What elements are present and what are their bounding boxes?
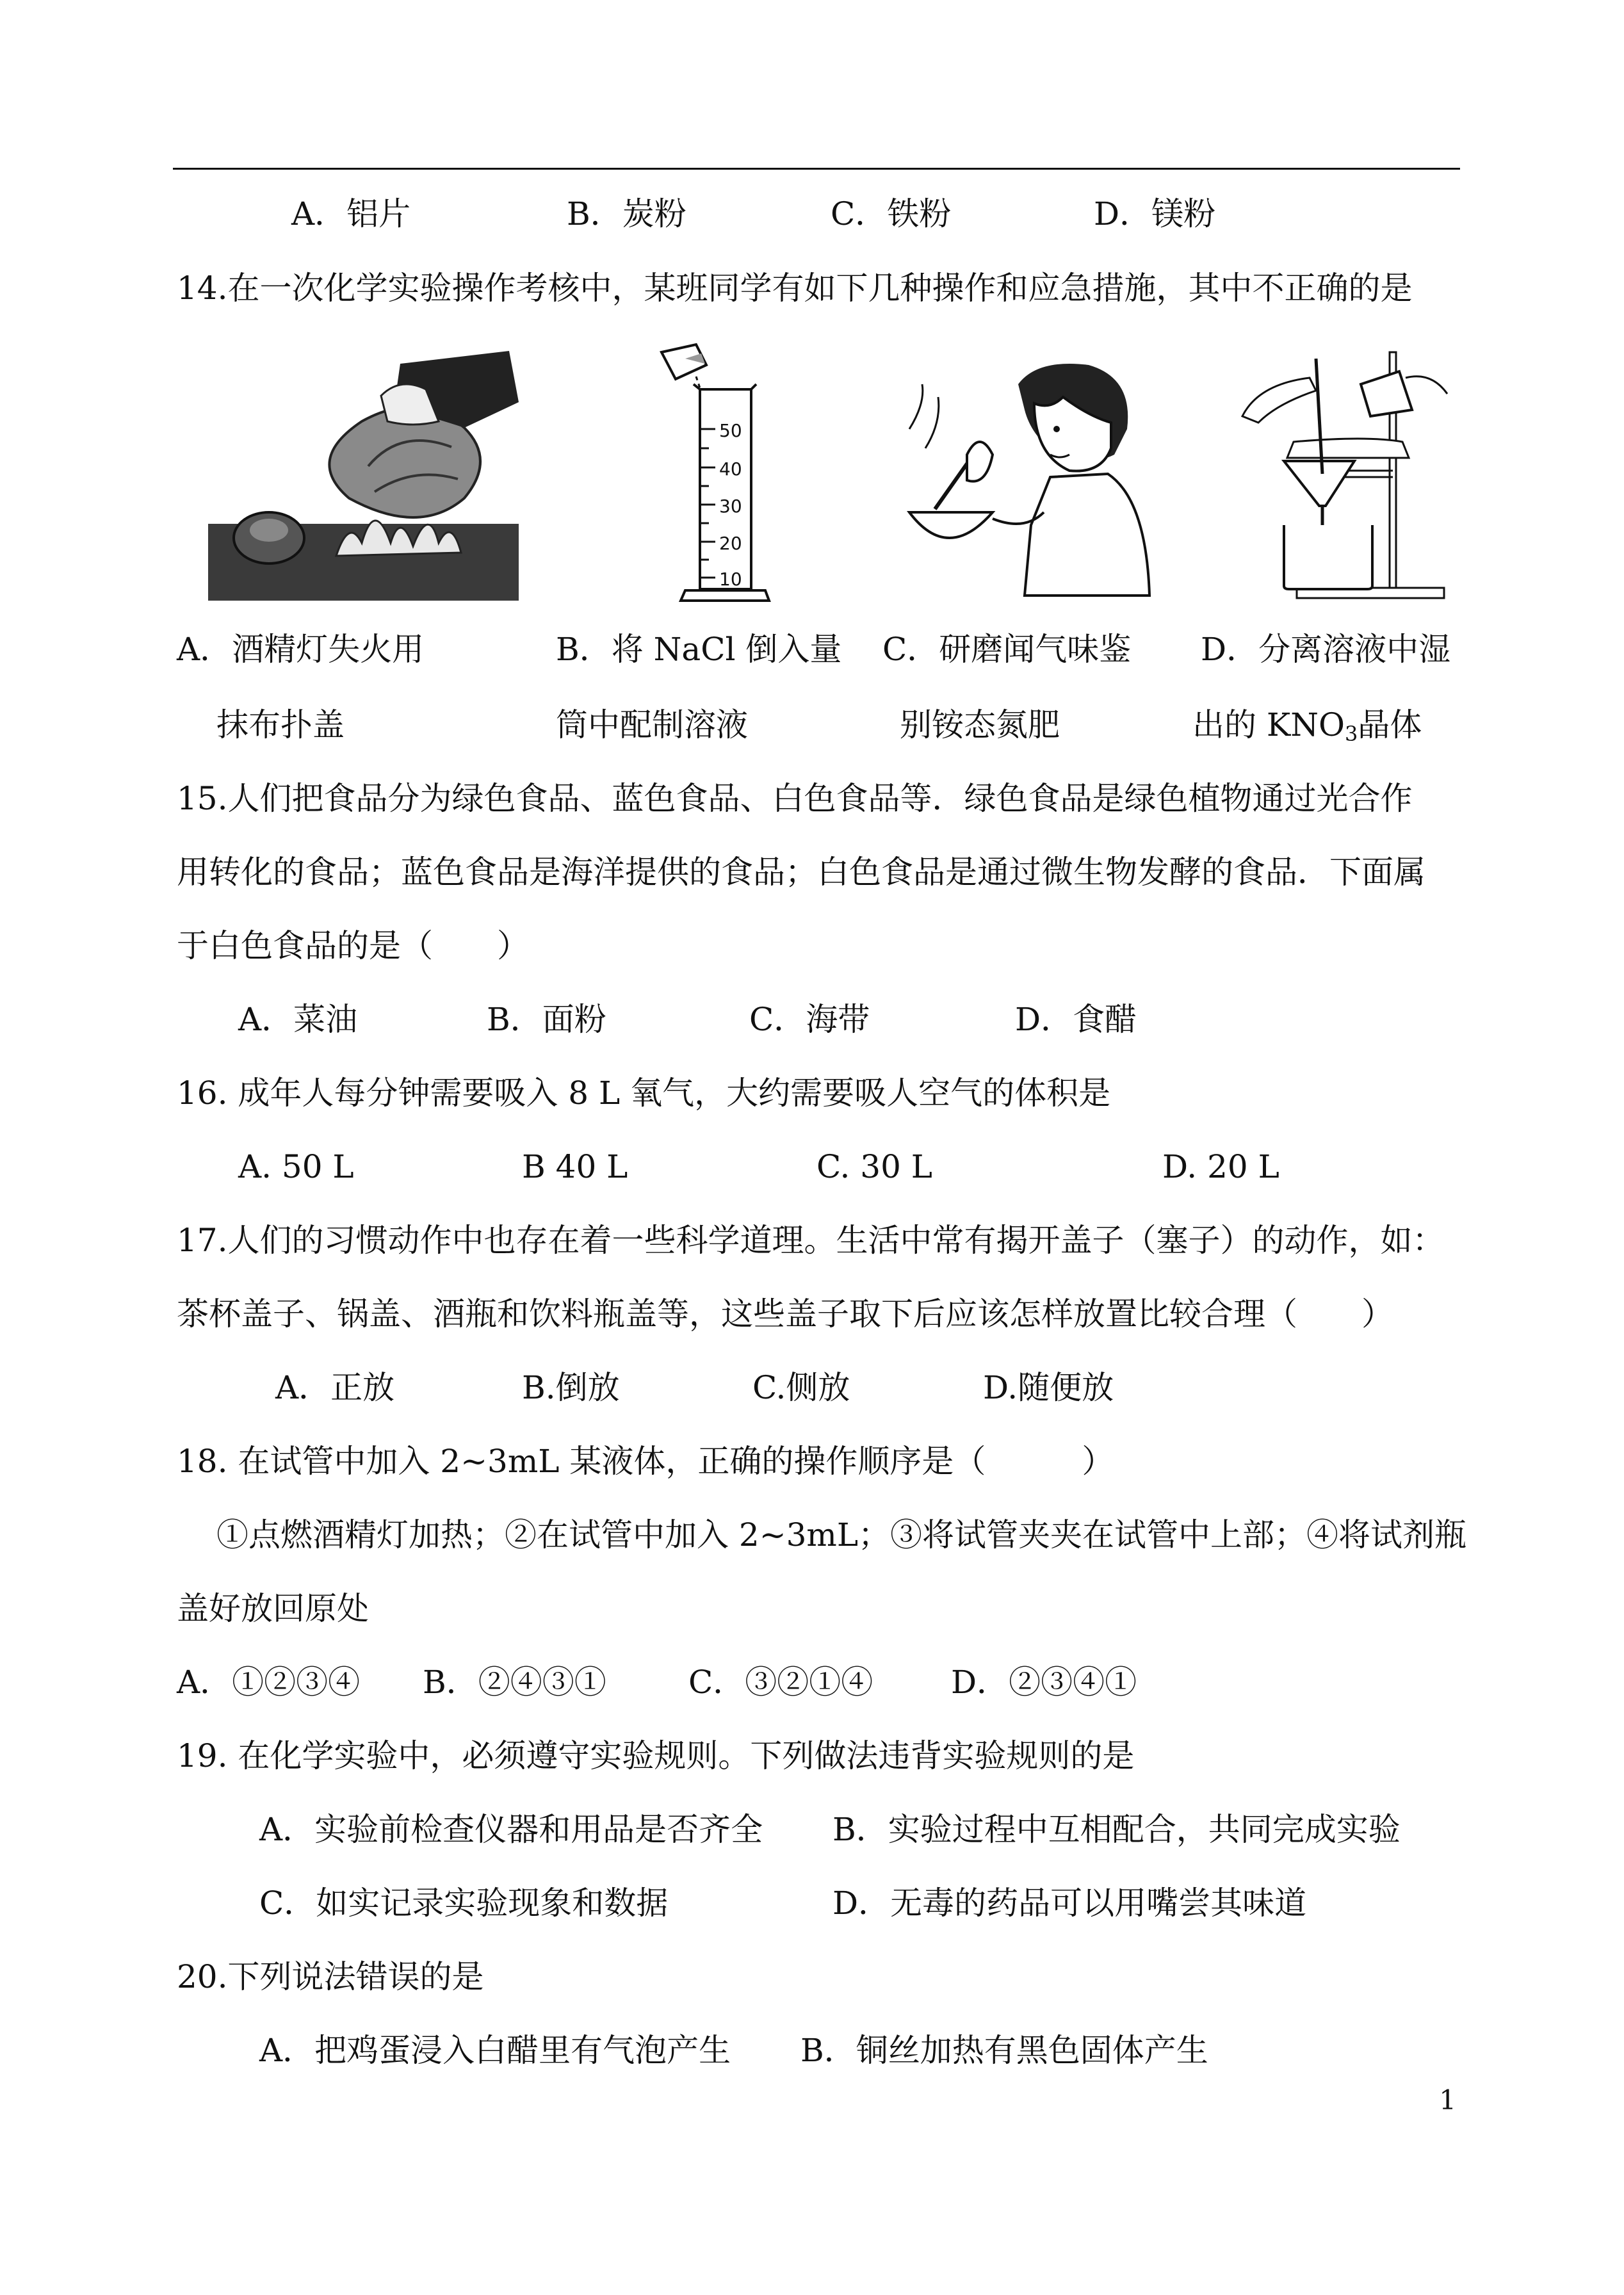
- q17-stem-line1: 17.人们的习惯动作中也存在着一些科学道理。生活中常有揭开盖子（塞子）的动作，如：: [177, 1222, 1445, 1259]
- q18-stem: 18. 在试管中加入 2~3mL 某液体，正确的操作顺序是（ ）: [177, 1443, 1114, 1480]
- q15-stem-line3: 于白色食品的是（ ）: [177, 927, 529, 964]
- q13-option-a: A．铝片: [291, 195, 411, 232]
- q14-stem: 14.在一次化学实验操作考核中，某班同学有如下几种操作和应急措施，其中不正确的是: [177, 270, 1413, 307]
- q15-stem-line2: 用转化的食品；蓝色食品是海洋提供的食品；白色食品是通过微生物发酵的食品．下面属: [177, 854, 1425, 891]
- q17-option-d: D.随便放: [983, 1369, 1114, 1406]
- q15-option-d: D．食醋: [1015, 1001, 1137, 1038]
- q14-option-a-line2: 抹布扑盖: [216, 706, 345, 743]
- q17-option-c: C.侧放: [752, 1369, 850, 1406]
- q14-option-d-line2: 出的 $KNO_3$晶体: [1192, 706, 1422, 746]
- q14-option-c-line2: 别铵态氮肥: [900, 706, 1060, 743]
- q13-option-d: D．镁粉: [1094, 195, 1216, 232]
- q19-option-d: D．无毒的药品可以用嘴尝其味道: [832, 1885, 1307, 1922]
- q19-stem: 19. 在化学实验中，必须遵守实验规则。下列做法违背实验规则的是: [177, 1737, 1135, 1774]
- cylinder-mark-10: 10: [719, 569, 742, 590]
- header-rule: [173, 168, 1460, 170]
- boy-smelling-mortar-illustration: [897, 359, 1153, 602]
- fire-extinguish-illustration: [208, 351, 519, 607]
- q18-option-c: C．③②①④: [688, 1664, 873, 1701]
- q18-option-b: B．②④③①: [423, 1664, 606, 1701]
- q16-option-b: B 40 L: [522, 1148, 628, 1185]
- cylinder-mark-50: 50: [719, 420, 742, 441]
- q15-option-a: A．菜油: [238, 1001, 358, 1038]
- q17-option-b: B.倒放: [522, 1369, 620, 1406]
- q15-stem-line1: 15.人们把食品分为绿色食品、蓝色食品、白色食品等．绿色食品是绿色植物通过光合作: [177, 780, 1413, 817]
- q14-option-d-line1: D．分离溶液中湿: [1201, 631, 1451, 668]
- q19-option-a: A．实验前检查仪器和用品是否齐全: [259, 1811, 763, 1848]
- filtration-apparatus-illustration: [1239, 346, 1450, 602]
- q18-option-d: D．②③④①: [951, 1664, 1137, 1701]
- q17-stem-line2: 茶杯盖子、锅盖、酒瓶和饮料瓶盖等，这些盖子取下后应该怎样放置比较合理（ ）: [177, 1295, 1393, 1333]
- q18-steps-line2: 盖好放回原处: [177, 1590, 369, 1627]
- q13-option-b: B．炭粉: [567, 195, 686, 232]
- page-number: 1: [1439, 2084, 1456, 2116]
- cylinder-mark-40: 40: [719, 458, 742, 480]
- cylinder-mark-30: 30: [719, 496, 742, 517]
- q14-option-b-line1: B．将 NaCl 倒入量: [556, 631, 842, 668]
- q20-stem: 20.下列说法错误的是: [177, 1958, 484, 1995]
- q16-stem: 16. 成年人每分钟需要吸入 8 L 氧气，大约需要吸人空气的体积是: [177, 1075, 1111, 1112]
- q16-option-c: C. 30 L: [816, 1148, 932, 1185]
- q16-option-d: D. 20 L: [1162, 1148, 1279, 1185]
- q20-option-b: B．铜丝加热有黑色固体产生: [800, 2032, 1208, 2069]
- q14-option-b-line2: 筒中配制溶液: [556, 706, 748, 743]
- q13-option-c: C．铁粉: [831, 195, 952, 232]
- q20-option-a: A．把鸡蛋浸入白醋里有气泡产生: [259, 2032, 731, 2069]
- q18-steps-line1: ①点燃酒精灯加热；②在试管中加入 2~3mL；③将试管夹夹在试管中上部；④将试剂瓶: [216, 1516, 1467, 1553]
- q19-option-b: B．实验过程中互相配合，共同完成实验: [832, 1811, 1401, 1848]
- q14-option-c-line1: C．研磨闻气味鉴: [882, 631, 1132, 668]
- q18-option-a: A．①②③④: [177, 1664, 361, 1701]
- q16-option-a: A. 50 L: [238, 1148, 354, 1185]
- q15-option-c: C．海带: [749, 1001, 870, 1038]
- q19-option-c: C．如实记录实验现象和数据: [259, 1885, 669, 1922]
- q14-option-a-line1: A．酒精灯失火用: [177, 631, 425, 668]
- cylinder-mark-20: 20: [719, 533, 742, 554]
- q15-option-b: B．面粉: [487, 1001, 606, 1038]
- graduated-cylinder-illustration: [650, 339, 784, 608]
- q17-option-a: A．正放: [275, 1369, 395, 1406]
